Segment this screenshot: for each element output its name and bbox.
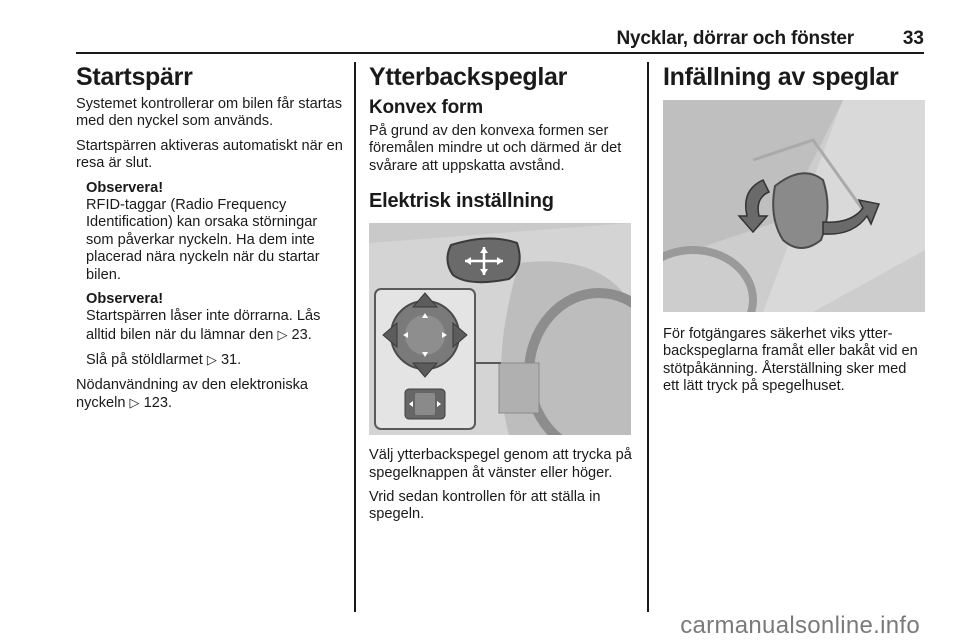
paragraph: [76, 377, 344, 413]
page-reference[interactable]: 31.: [220, 352, 242, 369]
note-title: Observera!: [86, 179, 164, 196]
header-title: Nycklar, dörrar och fönster: [616, 28, 854, 49]
note-text: Startspärren låser inte dörrarna. Lås alltid bilen när du lämnar den: [86, 308, 321, 343]
page-reference[interactable]: 23.: [291, 326, 312, 343]
header-rule: [76, 52, 924, 54]
triangle-ref-icon: ▷: [206, 352, 217, 368]
paragraph: Startspärren aktiveras automatiskt när en resa är slut.: [76, 137, 343, 172]
mirror-control-illustration: [369, 223, 631, 435]
column-divider-2: [647, 62, 649, 612]
paragraph-text: Nödanvändning av den elektroniska nyckeln: [76, 376, 309, 412]
column-startsparr: [76, 62, 344, 420]
paragraph: Vrid sedan kontrollen för att ställa in spegeln.: [369, 489, 601, 523]
folding-mirror-illustration: [663, 100, 925, 312]
note-block: [76, 291, 344, 344]
paragraph: På grund av den konvexa formen ser föremålen mindre ut och därmed är det svårare att uppskatta avstånd.: [369, 123, 622, 174]
column-infallning: [663, 62, 925, 403]
paragraph-text: Slå på stöldlarmet: [86, 352, 203, 369]
section-heading-infallning-av-speglar: Infällning av speglar: [663, 63, 899, 91]
note-text: RFID-taggar (Radio Frequency Identification) kan orsaka störningar som påverkar nyckeln. Ha dem inte placerad nära nyckeln när du startar bilen.: [86, 197, 320, 283]
mirror-selector-switch-icon: [405, 389, 445, 419]
section-heading-startsparr: Startspärr: [76, 63, 193, 91]
watermark: carmanualsonline.info: [680, 612, 920, 639]
page-number: 33: [902, 28, 924, 49]
mirror-housing-icon: [773, 173, 827, 248]
paragraph: Systemet kontrollerar om bilen får startas med den nyckel som används.: [76, 96, 343, 130]
column-ytterbackspeglar: [369, 62, 632, 531]
paragraph: För fotgängares säkerhet viks ytter-backspeglarna framåt eller bakåt vid en stötpåkänning. Återställning sker med ett lätt tryck på spegelhuset.: [663, 326, 918, 395]
triangle-ref-icon: ▷: [277, 326, 288, 342]
note-title: Observera!: [86, 291, 164, 308]
paragraph: Välj ytterbackspegel genom att trycka på spegelknappen åt vänster eller höger.: [369, 447, 632, 481]
subheading-konvex-form: Konvex form: [369, 97, 483, 118]
subheading-elektrisk-installning: Elektrisk inställning: [369, 190, 554, 213]
triangle-ref-icon: ▷: [129, 395, 140, 411]
note-block: [76, 180, 344, 284]
paragraph: [76, 351, 344, 369]
page-reference[interactable]: 123.: [143, 395, 173, 412]
column-divider-1: [354, 62, 356, 612]
section-heading-ytterbackspeglar: Ytterbackspeglar: [369, 63, 568, 91]
